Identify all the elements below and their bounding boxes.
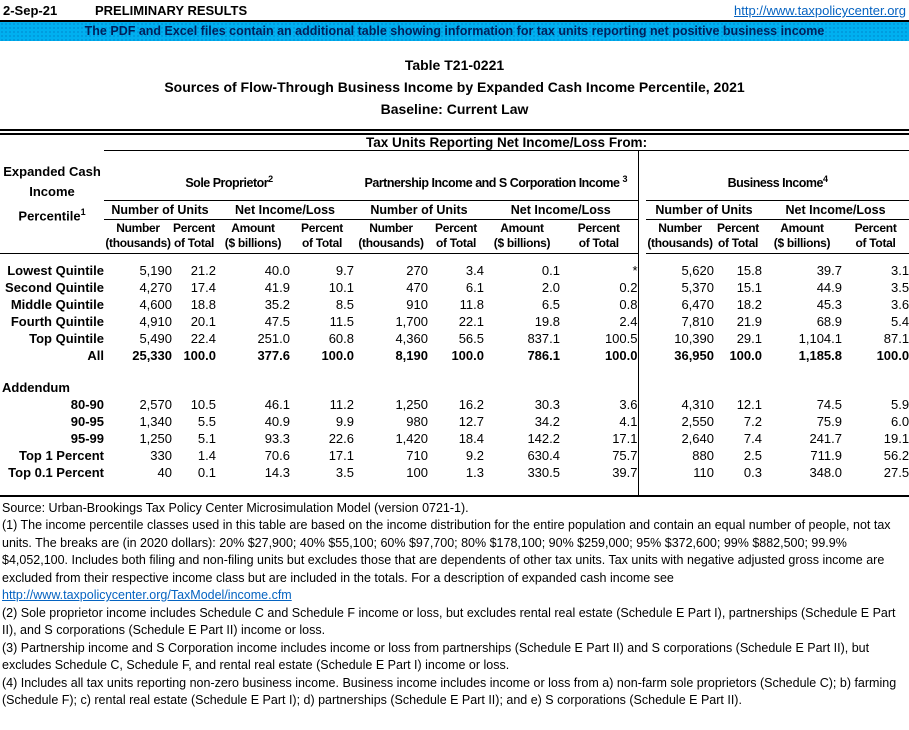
footnote-1-link-line bbox=[2, 587, 906, 605]
subheader-net-income-loss: Net Income/Loss bbox=[762, 201, 909, 220]
cell: 270 bbox=[406, 262, 428, 278]
cell: 68.9 bbox=[816, 313, 842, 329]
cell bbox=[762, 364, 842, 396]
cell: 21.2 bbox=[190, 262, 216, 278]
cell: 8,190 bbox=[395, 347, 428, 363]
subgroup-header-row bbox=[0, 201, 909, 220]
cell: 1,250 bbox=[395, 396, 428, 412]
cell: 5,190 bbox=[139, 262, 172, 278]
cell: 6,470 bbox=[681, 296, 714, 312]
cell: 9.7 bbox=[335, 262, 354, 278]
cell: 17.1 bbox=[328, 447, 354, 463]
cell bbox=[290, 481, 354, 496]
footnote-3: (3) Partnership income and S Corporation income includes income or loss from partnerships (Schedule E Part II) and S corporations (Schedule E Part II), but excludes Schedule C, Schedule F, and rental real estate (Schedule E Part I) income or loss. bbox=[2, 640, 870, 672]
cell: 3.6 bbox=[891, 296, 909, 312]
col-header-percent: Percent of Total bbox=[428, 220, 484, 254]
cell: 27.5 bbox=[883, 464, 909, 480]
cell: 980 bbox=[406, 413, 428, 429]
cell: 100.0 bbox=[451, 347, 484, 363]
section-divider bbox=[638, 464, 646, 481]
cell bbox=[646, 481, 714, 496]
cell: 4,310 bbox=[681, 396, 714, 412]
cell: 142.2 bbox=[527, 430, 560, 446]
column-header-row bbox=[0, 220, 909, 254]
section-divider bbox=[638, 201, 646, 220]
cell bbox=[216, 481, 290, 496]
cell bbox=[104, 254, 172, 262]
cell: 7.2 bbox=[743, 413, 762, 429]
cell: 3.5 bbox=[335, 464, 354, 480]
cell: 18.2 bbox=[736, 296, 762, 312]
col-header-percent: Percent of Total bbox=[290, 220, 354, 254]
cell: 880 bbox=[692, 447, 714, 463]
baseline-subtitle: Baseline: Current Law bbox=[380, 101, 529, 117]
row-label-header bbox=[0, 135, 104, 254]
status-label: PRELIMINARY RESULTS bbox=[95, 3, 248, 18]
cell: * bbox=[632, 262, 638, 278]
row-label: Lowest Quintile bbox=[7, 262, 104, 278]
cell: 56.5 bbox=[458, 330, 484, 346]
section-divider bbox=[638, 313, 646, 330]
group-header-row bbox=[0, 151, 909, 201]
cell bbox=[560, 364, 638, 396]
table-row bbox=[0, 279, 909, 296]
cell: 7,810 bbox=[681, 313, 714, 329]
cell bbox=[842, 481, 909, 496]
cell bbox=[428, 481, 484, 496]
page-title: Sources of Flow-Through Business Income by Expanded Cash Income Percentile, 2021 bbox=[164, 79, 745, 95]
cell: 5,490 bbox=[139, 330, 172, 346]
cell: 4,600 bbox=[139, 296, 172, 312]
cell: 0.3 bbox=[743, 464, 762, 480]
cell bbox=[560, 481, 638, 496]
row-label-header-line1: Expanded Cash bbox=[3, 163, 101, 179]
section-divider bbox=[638, 151, 646, 201]
cell: 100.0 bbox=[604, 347, 638, 363]
cell: 6.5 bbox=[541, 296, 560, 312]
cell: 100.0 bbox=[321, 347, 354, 363]
cell: 0.1 bbox=[541, 262, 560, 278]
info-banner-text: The PDF and Excel files contain an additional table showing information for tax units reporting net positive business income bbox=[84, 24, 825, 38]
footnotes bbox=[0, 500, 909, 710]
group-sole-proprietor: Sole Proprietor$^2$ bbox=[104, 151, 354, 201]
cell bbox=[484, 481, 560, 496]
cell: 39.7 bbox=[816, 262, 842, 278]
cell: 12.1 bbox=[736, 396, 762, 412]
cell: 25,330 bbox=[132, 347, 172, 363]
cell bbox=[484, 254, 560, 262]
footnote-2: (2) Sole proprietor income includes Schedule C and Schedule F income or loss, but excludes rental real estate (Schedule E Part I), partnerships (Schedule E Part II), and S corporations (Schedule E Part II) income or loss. bbox=[2, 605, 896, 637]
section-divider bbox=[638, 364, 646, 396]
cell: 60.8 bbox=[328, 330, 354, 346]
section-divider bbox=[638, 262, 646, 279]
subheader-number-of-units: Number of Units bbox=[354, 201, 484, 220]
cell: 39.7 bbox=[612, 464, 638, 480]
cell bbox=[354, 364, 428, 396]
cell: 377.6 bbox=[257, 347, 290, 363]
cell: 15.8 bbox=[736, 262, 762, 278]
cell: 330 bbox=[150, 447, 172, 463]
cell: 2,550 bbox=[681, 413, 714, 429]
cell: 6.1 bbox=[465, 279, 484, 295]
table-row bbox=[0, 347, 909, 364]
cell bbox=[354, 254, 428, 262]
cell: 41.9 bbox=[264, 279, 290, 295]
cell: 2,640 bbox=[681, 430, 714, 446]
col-header-number: Number (thousands) bbox=[646, 220, 714, 254]
cell: 15.1 bbox=[736, 279, 762, 295]
cell: 5.1 bbox=[197, 430, 216, 446]
col-header-percent: Percent of Total bbox=[560, 220, 638, 254]
table-row bbox=[0, 447, 909, 464]
cell bbox=[172, 481, 216, 496]
cell bbox=[216, 364, 290, 396]
cell bbox=[646, 364, 714, 396]
cell: 3.5 bbox=[891, 279, 909, 295]
subheader-number-of-units: Number of Units bbox=[646, 201, 762, 220]
cell: 710 bbox=[406, 447, 428, 463]
table-row bbox=[0, 413, 909, 430]
cell: 21.9 bbox=[736, 313, 762, 329]
cell: 0.2 bbox=[619, 279, 638, 295]
cell: 10.1 bbox=[328, 279, 354, 295]
cell: 348.0 bbox=[809, 464, 842, 480]
cell: 22.4 bbox=[190, 330, 216, 346]
cell: 1.4 bbox=[197, 447, 216, 463]
cell: 19.8 bbox=[534, 313, 560, 329]
cell: 7.4 bbox=[743, 430, 762, 446]
row-label: Top 1 Percent bbox=[18, 447, 104, 463]
cell: 110 bbox=[693, 464, 714, 480]
footnote-1: (1) The income percentile classes used in this table are based on the income distribution for the entire population and contain an equal number of people, not tax units. The breaks are (in 2020 dollars): 20% $27,900; 40% $55,100; 60% $97,700; 80% $178,100; 90% $259,000; 95% $372,600; 99% $882,500; 99.9% $4,052,100. Includes both filing and non-filing units but excludes those that are dependents of other tax units. Tax units with negative adjusted gross income are excluded from their respective income class but are included in the totals. For a description of expanded cash income see bbox=[2, 518, 891, 585]
cell: 87.1 bbox=[883, 330, 909, 346]
tpc-website-link[interactable]: http://www.taxpolicycenter.org bbox=[734, 3, 906, 18]
row-label-header-line3: Percentile$^1$ bbox=[18, 206, 86, 224]
cell bbox=[484, 364, 560, 396]
cell: 20.1 bbox=[190, 313, 216, 329]
cell: 910 bbox=[406, 296, 428, 312]
col-header-amount: Amount ($ billions) bbox=[484, 220, 560, 254]
cell: 0.8 bbox=[619, 296, 638, 312]
section-divider bbox=[638, 481, 646, 496]
cell: 74.5 bbox=[816, 396, 842, 412]
cell: 2.5 bbox=[743, 447, 762, 463]
section-divider bbox=[638, 220, 646, 254]
section-divider bbox=[638, 330, 646, 347]
col-header-number: Number (thousands) bbox=[354, 220, 428, 254]
cell: 5.4 bbox=[891, 313, 909, 329]
cell: 2.0 bbox=[541, 279, 560, 295]
cell bbox=[428, 364, 484, 396]
cell: 2,570 bbox=[139, 396, 172, 412]
cell: 4,270 bbox=[139, 279, 172, 295]
cell: 16.2 bbox=[458, 396, 484, 412]
row-label: Addendum bbox=[2, 379, 70, 395]
cell: 11.8 bbox=[459, 296, 484, 312]
cell: 786.1 bbox=[527, 347, 560, 363]
cell: 56.2 bbox=[883, 447, 909, 463]
cell: 9.9 bbox=[335, 413, 354, 429]
table-row bbox=[0, 254, 909, 262]
section-divider bbox=[638, 296, 646, 313]
cell: 100.0 bbox=[729, 347, 762, 363]
row-label: 80-90 bbox=[70, 396, 104, 412]
row-label bbox=[0, 481, 104, 496]
cell: 241.7 bbox=[809, 430, 842, 446]
cell: 3.6 bbox=[619, 396, 638, 412]
group-business-income: Business Income$^4$ bbox=[646, 151, 909, 201]
span-header: Tax Units Reporting Net Income/Loss From: bbox=[104, 135, 909, 151]
col-header-amount: Amount ($ billions) bbox=[216, 220, 290, 254]
table-row bbox=[0, 396, 909, 413]
cell: 251.0 bbox=[257, 330, 290, 346]
cell: 75.7 bbox=[612, 447, 638, 463]
cell bbox=[290, 254, 354, 262]
cell: 2.4 bbox=[619, 313, 638, 329]
section-divider bbox=[638, 279, 646, 296]
cell bbox=[428, 254, 484, 262]
cell: 100.5 bbox=[604, 330, 638, 346]
cell: 711.9 bbox=[810, 447, 842, 463]
cell: 4,910 bbox=[139, 313, 172, 329]
cell: 4,360 bbox=[395, 330, 428, 346]
cell: 36,950 bbox=[674, 347, 714, 363]
row-label: 90-95 bbox=[70, 413, 104, 429]
col-header-amount: Amount ($ billions) bbox=[762, 220, 842, 254]
cell bbox=[842, 254, 909, 262]
table-row bbox=[0, 464, 909, 481]
row-label bbox=[0, 254, 104, 262]
cell: 3.4 bbox=[465, 262, 484, 278]
cell: 45.3 bbox=[816, 296, 842, 312]
table-row bbox=[0, 481, 909, 496]
section-divider bbox=[638, 254, 646, 262]
cell: 93.3 bbox=[264, 430, 290, 446]
top-bar bbox=[0, 0, 909, 20]
subheader-net-income-loss: Net Income/Loss bbox=[484, 201, 638, 220]
cell bbox=[714, 364, 762, 396]
cell: 10,390 bbox=[674, 330, 714, 346]
row-label: Fourth Quintile bbox=[10, 313, 104, 329]
row-label-header-line2: Income bbox=[29, 183, 75, 199]
cell: 100.0 bbox=[183, 347, 216, 363]
cell: 9.2 bbox=[465, 447, 484, 463]
cell bbox=[290, 364, 354, 396]
cell bbox=[172, 254, 216, 262]
cell bbox=[714, 254, 762, 262]
cell: 40.9 bbox=[264, 413, 290, 429]
group-partnership-scorp: Partnership Income and S Corporation Income $^3$ bbox=[354, 151, 638, 201]
cell: 11.5 bbox=[329, 313, 354, 329]
row-label: 95-99 bbox=[70, 430, 104, 446]
section-divider bbox=[638, 347, 646, 364]
cell: 14.3 bbox=[264, 464, 290, 480]
table-row bbox=[0, 313, 909, 330]
row-label: Top 0.1 Percent bbox=[8, 464, 104, 480]
cell: 3.1 bbox=[891, 262, 909, 278]
subheader-net-income-loss: Net Income/Loss bbox=[216, 201, 354, 220]
cell bbox=[104, 364, 172, 396]
cell: 1,700 bbox=[395, 313, 428, 329]
cell: 100 bbox=[406, 464, 428, 480]
footnote-4: (4) Includes all tax units reporting non-zero business income. Business income includes income or loss from a) non-farm sole proprietors (Schedule C); b) farming (Schedule F); c) rental real estate (Schedule E Part I); d) partnerships (Schedule E Part II); and e) S corporations (Schedule E Part II). bbox=[2, 675, 897, 707]
cell bbox=[354, 481, 428, 496]
cell: 19.1 bbox=[883, 430, 909, 446]
cell: 22.1 bbox=[458, 313, 484, 329]
table-row bbox=[0, 330, 909, 347]
cell: 11.2 bbox=[329, 396, 354, 412]
cell: 5,370 bbox=[681, 279, 714, 295]
cell: 5.5 bbox=[197, 413, 216, 429]
cell: 46.1 bbox=[264, 396, 290, 412]
cell: 22.6 bbox=[328, 430, 354, 446]
cell: 17.4 bbox=[190, 279, 216, 295]
section-divider bbox=[638, 447, 646, 464]
cell: 837.1 bbox=[527, 330, 560, 346]
col-header-percent: Percent of Total bbox=[172, 220, 216, 254]
row-label: Second Quintile bbox=[5, 279, 104, 295]
cell: 47.5 bbox=[264, 313, 290, 329]
cell: 40.0 bbox=[264, 262, 290, 278]
cell: 4.1 bbox=[619, 413, 638, 429]
cell: 10.5 bbox=[190, 396, 216, 412]
cell: 75.9 bbox=[816, 413, 842, 429]
cell: 100.0 bbox=[876, 347, 909, 363]
section-divider bbox=[638, 396, 646, 413]
cell bbox=[172, 364, 216, 396]
cell bbox=[216, 254, 290, 262]
report-date: 2-Sep-21 bbox=[3, 3, 58, 18]
col-header-percent: Percent of Total bbox=[842, 220, 909, 254]
row-label: Top Quintile bbox=[29, 330, 104, 346]
cell bbox=[104, 481, 172, 496]
cell: 5.9 bbox=[891, 396, 909, 412]
col-header-number: Number (thousands) bbox=[104, 220, 172, 254]
col-header-percent: Percent of Total bbox=[714, 220, 762, 254]
income-table bbox=[0, 135, 909, 497]
cell: 12.7 bbox=[458, 413, 484, 429]
cell: 30.3 bbox=[534, 396, 560, 412]
cell: 8.5 bbox=[335, 296, 354, 312]
source-note: Source: Urban-Brookings Tax Policy Center Microsimulation Model (version 0721-1). bbox=[2, 500, 469, 515]
cell: 1,250 bbox=[139, 430, 172, 446]
cell: 630.4 bbox=[527, 447, 560, 463]
table-body bbox=[0, 254, 909, 496]
cell bbox=[842, 364, 909, 396]
cell: 34.2 bbox=[534, 413, 560, 429]
table-row bbox=[0, 364, 909, 396]
cell: 35.2 bbox=[264, 296, 290, 312]
cell: 17.1 bbox=[612, 430, 638, 446]
cell: 5,620 bbox=[681, 262, 714, 278]
cell: 1,185.8 bbox=[798, 347, 842, 363]
cell: 6.0 bbox=[891, 413, 909, 429]
table-row bbox=[0, 430, 909, 447]
table-row bbox=[0, 296, 909, 313]
cell bbox=[762, 254, 842, 262]
title-block bbox=[0, 54, 909, 120]
row-label: Middle Quintile bbox=[10, 296, 104, 312]
cell: 1.3 bbox=[465, 464, 484, 480]
table-row bbox=[0, 262, 909, 279]
cell: 0.1 bbox=[197, 464, 216, 480]
cell: 40 bbox=[157, 464, 172, 480]
cell: 44.9 bbox=[816, 279, 842, 295]
cell: 18.4 bbox=[458, 430, 484, 446]
cell bbox=[646, 254, 714, 262]
cell: 1,340 bbox=[139, 413, 172, 429]
subheader-number-of-units: Number of Units bbox=[104, 201, 216, 220]
cell: 29.1 bbox=[736, 330, 762, 346]
cell: 1,104.1 bbox=[798, 330, 842, 346]
info-banner bbox=[0, 20, 909, 41]
cell bbox=[714, 481, 762, 496]
section-divider bbox=[638, 430, 646, 447]
income-definition-link[interactable]: http://www.taxpolicycenter.org/TaxModel/income.cfm bbox=[2, 588, 292, 602]
cell: 330.5 bbox=[527, 464, 560, 480]
cell bbox=[762, 481, 842, 496]
cell bbox=[560, 254, 638, 262]
cell: 1,420 bbox=[395, 430, 428, 446]
row-label: All bbox=[87, 347, 104, 363]
table-number: Table T21-0221 bbox=[404, 57, 505, 73]
span-header-row bbox=[0, 135, 909, 151]
cell: 18.8 bbox=[190, 296, 216, 312]
cell: 470 bbox=[406, 279, 428, 295]
cell: 70.6 bbox=[264, 447, 290, 463]
section-divider bbox=[638, 413, 646, 430]
